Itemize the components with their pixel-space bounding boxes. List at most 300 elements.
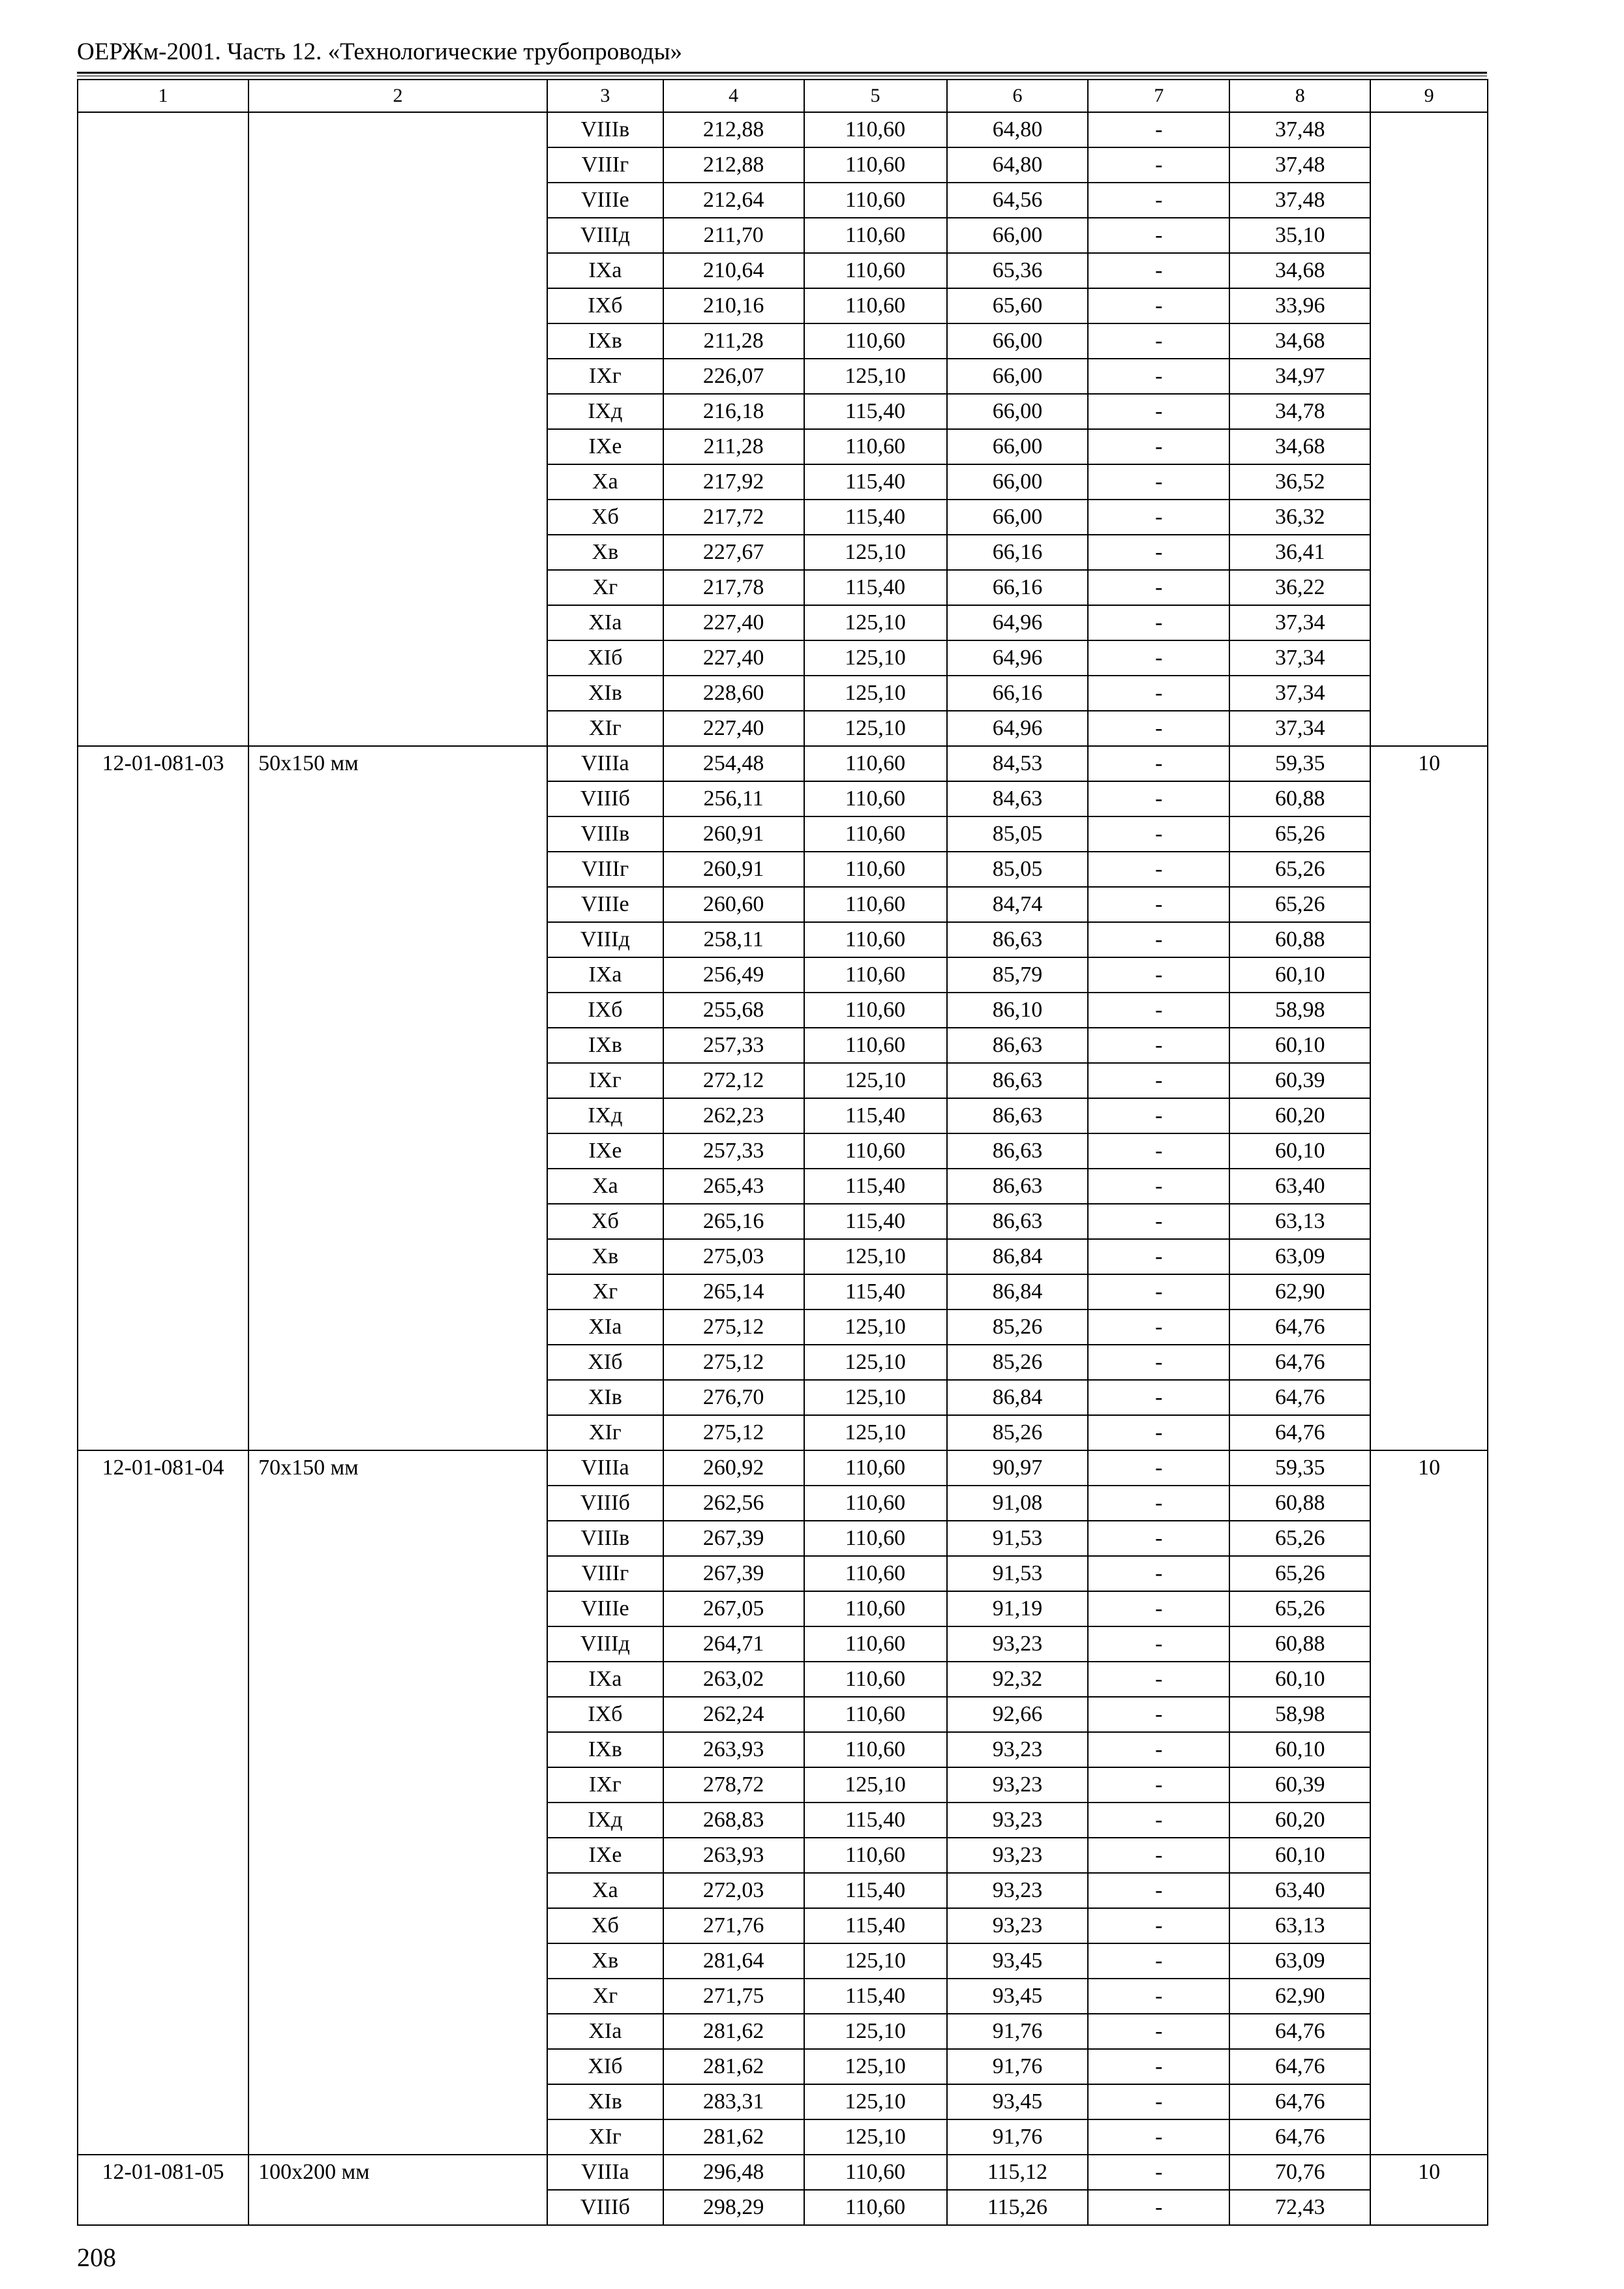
materials-cost-cell: 37,34 <box>1229 640 1370 676</box>
zone-cell: VIIIд <box>547 922 663 957</box>
materials-cost-cell: 34,78 <box>1229 394 1370 429</box>
wage-cell: - <box>1088 1732 1229 1767</box>
column-number-5: 5 <box>804 80 947 112</box>
wage-cell: - <box>1088 1556 1229 1591</box>
labor-cost-cell: 110,60 <box>804 1626 947 1662</box>
table-row <box>78 112 1488 147</box>
labor-cost-cell: 115,40 <box>804 1274 947 1309</box>
wage-cell: - <box>1088 500 1229 535</box>
materials-cost-cell: 65,26 <box>1229 1591 1370 1626</box>
materials-cost-cell: 34,68 <box>1229 253 1370 288</box>
total-cost-cell: 271,75 <box>663 1979 804 2014</box>
zone-cell: IXб <box>547 288 663 323</box>
materials-cost-cell: 64,76 <box>1229 1415 1370 1450</box>
rates-table <box>77 79 1488 2226</box>
zone-cell: VIIIе <box>547 887 663 922</box>
labor-cost-cell: 125,10 <box>804 1345 947 1380</box>
wage-cell: - <box>1088 1591 1229 1626</box>
machine-cost-cell: 66,00 <box>947 359 1089 394</box>
wage-cell: - <box>1088 640 1229 676</box>
item-description-cell: 70х150 мм <box>248 1450 547 2155</box>
machine-cost-cell: 93,23 <box>947 1908 1089 1943</box>
zone-cell: VIIIа <box>547 746 663 781</box>
materials-cost-cell: 65,26 <box>1229 852 1370 887</box>
materials-cost-cell: 60,39 <box>1229 1063 1370 1098</box>
wage-cell: - <box>1088 288 1229 323</box>
machine-cost-cell: 86,63 <box>947 1063 1089 1098</box>
machine-cost-cell: 91,53 <box>947 1556 1089 1591</box>
machine-cost-cell: 66,00 <box>947 500 1089 535</box>
machine-cost-cell: 92,66 <box>947 1697 1089 1732</box>
total-cost-cell: 254,48 <box>663 746 804 781</box>
wage-cell: - <box>1088 535 1229 570</box>
total-cost-cell: 226,07 <box>663 359 804 394</box>
labor-cost-cell: 115,40 <box>804 394 947 429</box>
zone-cell: IXд <box>547 1803 663 1838</box>
zone-cell: VIIIб <box>547 2190 663 2225</box>
materials-cost-cell: 72,43 <box>1229 2190 1370 2225</box>
materials-cost-cell: 37,34 <box>1229 605 1370 640</box>
table-row <box>78 746 1488 781</box>
total-cost-cell: 278,72 <box>663 1767 804 1803</box>
labor-cost-cell: 115,40 <box>804 1979 947 2014</box>
materials-cost-cell: 60,39 <box>1229 1767 1370 1803</box>
wage-cell: - <box>1088 1697 1229 1732</box>
machine-cost-cell: 66,00 <box>947 464 1089 500</box>
materials-cost-cell: 65,26 <box>1229 1521 1370 1556</box>
machine-cost-cell: 64,96 <box>947 605 1089 640</box>
labor-cost-cell: 125,10 <box>804 1063 947 1098</box>
labor-cost-cell: 110,60 <box>804 183 947 218</box>
total-cost-cell: 227,40 <box>663 640 804 676</box>
machine-cost-cell: 64,80 <box>947 147 1089 183</box>
zone-cell: VIIIг <box>547 852 663 887</box>
wage-cell: - <box>1088 1133 1229 1169</box>
zone-cell: XIб <box>547 640 663 676</box>
wage-cell: - <box>1088 887 1229 922</box>
zone-cell: VIIIб <box>547 781 663 816</box>
machine-cost-cell: 93,23 <box>947 1767 1089 1803</box>
labor-cost-cell: 110,60 <box>804 2190 947 2225</box>
column-number-2: 2 <box>248 80 547 112</box>
machine-cost-cell: 93,45 <box>947 2084 1089 2119</box>
wage-cell: - <box>1088 1662 1229 1697</box>
machine-cost-cell: 64,80 <box>947 112 1089 147</box>
column-number-row <box>78 80 1488 112</box>
wage-cell: - <box>1088 570 1229 605</box>
materials-cost-cell: 37,48 <box>1229 112 1370 147</box>
machine-cost-cell: 85,79 <box>947 957 1089 993</box>
materials-cost-cell: 65,26 <box>1229 816 1370 852</box>
labor-cost-cell: 110,60 <box>804 253 947 288</box>
wage-cell: - <box>1088 1838 1229 1873</box>
header-rule-thick <box>77 72 1487 74</box>
total-cost-cell: 212,88 <box>663 112 804 147</box>
machine-cost-cell: 86,63 <box>947 1028 1089 1063</box>
total-cost-cell: 211,28 <box>663 429 804 464</box>
total-cost-cell: 217,92 <box>663 464 804 500</box>
wage-cell: - <box>1088 1063 1229 1098</box>
total-cost-cell: 263,93 <box>663 1732 804 1767</box>
machine-cost-cell: 86,84 <box>947 1380 1089 1415</box>
zone-cell: IXб <box>547 1697 663 1732</box>
machine-cost-cell: 115,26 <box>947 2190 1089 2225</box>
table-body <box>78 112 1488 2225</box>
materials-cost-cell: 60,10 <box>1229 1133 1370 1169</box>
labor-cost-cell: 110,60 <box>804 816 947 852</box>
item-description-cell: 100х200 мм <box>248 2155 547 2225</box>
zone-cell: IXб <box>547 993 663 1028</box>
total-cost-cell: 255,68 <box>663 993 804 1028</box>
labor-cost-cell: 125,10 <box>804 535 947 570</box>
total-cost-cell: 262,23 <box>663 1098 804 1133</box>
materials-cost-cell: 63,13 <box>1229 1204 1370 1239</box>
wage-cell: - <box>1088 1415 1229 1450</box>
materials-cost-cell: 58,98 <box>1229 993 1370 1028</box>
wage-cell: - <box>1088 993 1229 1028</box>
materials-cost-cell: 60,10 <box>1229 1662 1370 1697</box>
machine-cost-cell: 84,74 <box>947 887 1089 922</box>
labor-cost-cell: 110,60 <box>804 781 947 816</box>
wage-cell: - <box>1088 1169 1229 1204</box>
materials-cost-cell: 64,76 <box>1229 1309 1370 1345</box>
total-cost-cell: 227,67 <box>663 535 804 570</box>
labor-cost-cell: 110,60 <box>804 1521 947 1556</box>
wage-cell: - <box>1088 1486 1229 1521</box>
wage-cell: - <box>1088 816 1229 852</box>
labor-cost-cell: 110,60 <box>804 1838 947 1873</box>
wage-cell: - <box>1088 112 1229 147</box>
machine-cost-cell: 64,96 <box>947 711 1089 746</box>
wage-cell: - <box>1088 922 1229 957</box>
machine-cost-cell: 66,16 <box>947 676 1089 711</box>
machine-cost-cell: 64,56 <box>947 183 1089 218</box>
materials-cost-cell: 37,48 <box>1229 147 1370 183</box>
labor-cost-cell: 110,60 <box>804 147 947 183</box>
column-number-3: 3 <box>547 80 663 112</box>
machine-cost-cell: 93,23 <box>947 1803 1089 1838</box>
total-cost-cell: 216,18 <box>663 394 804 429</box>
materials-cost-cell: 58,98 <box>1229 1697 1370 1732</box>
zone-cell: IXа <box>547 253 663 288</box>
total-cost-cell: 298,29 <box>663 2190 804 2225</box>
wage-cell: - <box>1088 323 1229 359</box>
machine-cost-cell: 85,05 <box>947 816 1089 852</box>
labor-cost-cell: 115,40 <box>804 1803 947 1838</box>
zone-cell: Xб <box>547 500 663 535</box>
materials-cost-cell: 65,26 <box>1229 887 1370 922</box>
zone-cell: XIв <box>547 1380 663 1415</box>
total-cost-cell: 281,62 <box>663 2119 804 2155</box>
total-cost-cell: 268,83 <box>663 1803 804 1838</box>
labor-cost-cell: 125,10 <box>804 640 947 676</box>
labor-cost-cell: 110,60 <box>804 887 947 922</box>
machine-cost-cell: 85,05 <box>947 852 1089 887</box>
wage-cell: - <box>1088 1028 1229 1063</box>
item-description-cell: 50х150 мм <box>248 746 547 1450</box>
total-cost-cell: 263,02 <box>663 1662 804 1697</box>
total-cost-cell: 258,11 <box>663 922 804 957</box>
labor-cost-cell: 110,60 <box>804 1662 947 1697</box>
machine-cost-cell: 86,63 <box>947 1204 1089 1239</box>
labor-cost-cell: 125,10 <box>804 1943 947 1979</box>
labor-cost-cell: 125,10 <box>804 1380 947 1415</box>
zone-cell: XIг <box>547 1415 663 1450</box>
zone-cell: VIIIд <box>547 218 663 253</box>
labor-cost-cell: 110,60 <box>804 1133 947 1169</box>
materials-cost-cell: 36,52 <box>1229 464 1370 500</box>
total-cost-cell: 263,93 <box>663 1838 804 1873</box>
zone-cell: Xв <box>547 1239 663 1274</box>
zone-cell: XIг <box>547 711 663 746</box>
materials-cost-cell: 62,90 <box>1229 1274 1370 1309</box>
wage-cell: - <box>1088 2119 1229 2155</box>
materials-cost-cell: 37,34 <box>1229 676 1370 711</box>
machine-cost-cell: 115,12 <box>947 2155 1089 2190</box>
total-cost-cell: 275,03 <box>663 1239 804 1274</box>
wage-cell: - <box>1088 1979 1229 2014</box>
zone-cell: Xг <box>547 570 663 605</box>
labor-cost-cell: 115,40 <box>804 1908 947 1943</box>
labor-cost-cell: 125,10 <box>804 2084 947 2119</box>
item-code-cell: 12-01-081-03 <box>78 746 248 1450</box>
wage-cell: - <box>1088 2049 1229 2084</box>
wage-cell: - <box>1088 605 1229 640</box>
column-number-6: 6 <box>947 80 1089 112</box>
materials-cost-cell: 35,10 <box>1229 218 1370 253</box>
labor-cost-cell: 110,60 <box>804 1486 947 1521</box>
labor-cost-cell: 110,60 <box>804 323 947 359</box>
page-header: ОЕРЖм-2001. Часть 12. «Технологические трубопроводы» <box>77 38 682 65</box>
wage-cell: - <box>1088 2155 1229 2190</box>
wage-cell: - <box>1088 1767 1229 1803</box>
total-cost-cell: 257,33 <box>663 1028 804 1063</box>
materials-cost-cell: 36,32 <box>1229 500 1370 535</box>
labor-cost-cell: 125,10 <box>804 1239 947 1274</box>
labor-cost-cell: 125,10 <box>804 359 947 394</box>
total-cost-cell: 260,91 <box>663 852 804 887</box>
column-number-4: 4 <box>663 80 804 112</box>
zone-cell: IXд <box>547 394 663 429</box>
machine-cost-cell: 90,97 <box>947 1450 1089 1486</box>
materials-cost-cell: 63,13 <box>1229 1908 1370 1943</box>
labor-cost-cell: 125,10 <box>804 2119 947 2155</box>
machine-cost-cell: 93,23 <box>947 1732 1089 1767</box>
machine-cost-cell: 93,45 <box>947 1979 1089 2014</box>
zone-cell: Xа <box>547 464 663 500</box>
materials-cost-cell: 36,41 <box>1229 535 1370 570</box>
item-code-cell: 12-01-081-05 <box>78 2155 248 2225</box>
machine-cost-cell: 91,76 <box>947 2049 1089 2084</box>
machine-cost-cell: 93,23 <box>947 1838 1089 1873</box>
zone-cell: XIа <box>547 2014 663 2049</box>
wage-cell: - <box>1088 253 1229 288</box>
zone-cell: IXв <box>547 1028 663 1063</box>
labor-cost-cell: 110,60 <box>804 746 947 781</box>
total-cost-cell: 217,78 <box>663 570 804 605</box>
zone-cell: Xг <box>547 1274 663 1309</box>
materials-cost-cell: 60,10 <box>1229 1028 1370 1063</box>
zone-cell: XIа <box>547 1309 663 1345</box>
labor-cost-cell: 110,60 <box>804 1591 947 1626</box>
zone-cell: IXв <box>547 323 663 359</box>
labor-cost-cell: 115,40 <box>804 1873 947 1908</box>
labor-cost-cell: 125,10 <box>804 605 947 640</box>
zone-cell: Xв <box>547 535 663 570</box>
item-description-cell <box>248 112 547 746</box>
machine-cost-cell: 92,32 <box>947 1662 1089 1697</box>
materials-cost-cell: 64,76 <box>1229 2049 1370 2084</box>
wage-cell: - <box>1088 147 1229 183</box>
labor-cost-cell: 115,40 <box>804 570 947 605</box>
zone-cell: Xа <box>547 1169 663 1204</box>
zone-cell: XIб <box>547 1345 663 1380</box>
machine-cost-cell: 84,53 <box>947 746 1089 781</box>
zone-cell: XIа <box>547 605 663 640</box>
total-cost-cell: 227,40 <box>663 605 804 640</box>
wage-cell: - <box>1088 2014 1229 2049</box>
zone-cell: VIIIе <box>547 183 663 218</box>
total-cost-cell: 260,92 <box>663 1450 804 1486</box>
total-cost-cell: 260,91 <box>663 816 804 852</box>
zone-cell: VIIIв <box>547 112 663 147</box>
labor-cost-cell: 115,40 <box>804 464 947 500</box>
total-cost-cell: 212,64 <box>663 183 804 218</box>
machine-cost-cell: 93,23 <box>947 1626 1089 1662</box>
wage-cell: - <box>1088 1239 1229 1274</box>
machine-cost-cell: 86,63 <box>947 1133 1089 1169</box>
machine-cost-cell: 86,84 <box>947 1274 1089 1309</box>
zone-cell: IXд <box>547 1098 663 1133</box>
materials-cost-cell: 64,76 <box>1229 1380 1370 1415</box>
machine-cost-cell: 66,00 <box>947 429 1089 464</box>
zone-cell: IXе <box>547 1838 663 1873</box>
labor-cost-cell: 115,40 <box>804 1169 947 1204</box>
machine-cost-cell: 86,63 <box>947 1098 1089 1133</box>
machine-cost-cell: 86,84 <box>947 1239 1089 1274</box>
materials-cost-cell: 64,76 <box>1229 2014 1370 2049</box>
wage-cell: - <box>1088 1521 1229 1556</box>
wage-cell: - <box>1088 2190 1229 2225</box>
zone-cell: IXг <box>547 1063 663 1098</box>
materials-cost-cell: 63,40 <box>1229 1873 1370 1908</box>
wage-cell: - <box>1088 852 1229 887</box>
wage-cell: - <box>1088 1908 1229 1943</box>
machine-cost-cell: 93,45 <box>947 1943 1089 1979</box>
materials-cost-cell: 60,10 <box>1229 957 1370 993</box>
total-cost-cell: 256,49 <box>663 957 804 993</box>
wage-cell: - <box>1088 1274 1229 1309</box>
materials-cost-cell: 60,10 <box>1229 1838 1370 1873</box>
machine-cost-cell: 85,26 <box>947 1345 1089 1380</box>
materials-cost-cell: 33,96 <box>1229 288 1370 323</box>
quantity-cell: 10 <box>1370 746 1488 1450</box>
total-cost-cell: 217,72 <box>663 500 804 535</box>
total-cost-cell: 264,71 <box>663 1626 804 1662</box>
labor-cost-cell: 110,60 <box>804 1450 947 1486</box>
item-code-cell: 12-01-081-04 <box>78 1450 248 2155</box>
wage-cell: - <box>1088 359 1229 394</box>
wage-cell: - <box>1088 1873 1229 1908</box>
total-cost-cell: 211,70 <box>663 218 804 253</box>
total-cost-cell: 281,62 <box>663 2014 804 2049</box>
zone-cell: IXе <box>547 429 663 464</box>
zone-cell: VIIIб <box>547 1486 663 1521</box>
page-number: 208 <box>77 2243 116 2272</box>
materials-cost-cell: 60,88 <box>1229 1626 1370 1662</box>
item-code-cell <box>78 112 248 746</box>
zone-cell: IXа <box>547 1662 663 1697</box>
wage-cell: - <box>1088 1943 1229 1979</box>
zone-cell: XIг <box>547 2119 663 2155</box>
machine-cost-cell: 86,63 <box>947 922 1089 957</box>
total-cost-cell: 227,40 <box>663 711 804 746</box>
labor-cost-cell: 110,60 <box>804 957 947 993</box>
total-cost-cell: 257,33 <box>663 1133 804 1169</box>
zone-cell: IXе <box>547 1133 663 1169</box>
materials-cost-cell: 63,09 <box>1229 1943 1370 1979</box>
machine-cost-cell: 91,19 <box>947 1591 1089 1626</box>
labor-cost-cell: 110,60 <box>804 1556 947 1591</box>
wage-cell: - <box>1088 1204 1229 1239</box>
materials-cost-cell: 65,26 <box>1229 1556 1370 1591</box>
materials-cost-cell: 60,88 <box>1229 1486 1370 1521</box>
total-cost-cell: 283,31 <box>663 2084 804 2119</box>
wage-cell: - <box>1088 781 1229 816</box>
materials-cost-cell: 37,34 <box>1229 711 1370 746</box>
wage-cell: - <box>1088 957 1229 993</box>
wage-cell: - <box>1088 676 1229 711</box>
machine-cost-cell: 66,16 <box>947 570 1089 605</box>
machine-cost-cell: 86,10 <box>947 993 1089 1028</box>
labor-cost-cell: 110,60 <box>804 922 947 957</box>
materials-cost-cell: 34,68 <box>1229 429 1370 464</box>
materials-cost-cell: 34,97 <box>1229 359 1370 394</box>
zone-cell: IXг <box>547 1767 663 1803</box>
total-cost-cell: 262,56 <box>663 1486 804 1521</box>
wage-cell: - <box>1088 394 1229 429</box>
total-cost-cell: 272,12 <box>663 1063 804 1098</box>
total-cost-cell: 265,43 <box>663 1169 804 1204</box>
machine-cost-cell: 66,00 <box>947 218 1089 253</box>
total-cost-cell: 267,05 <box>663 1591 804 1626</box>
materials-cost-cell: 37,48 <box>1229 183 1370 218</box>
materials-cost-cell: 34,68 <box>1229 323 1370 359</box>
zone-cell: VIIIд <box>547 1626 663 1662</box>
labor-cost-cell: 125,10 <box>804 711 947 746</box>
labor-cost-cell: 115,40 <box>804 1098 947 1133</box>
zone-cell: VIIIг <box>547 1556 663 1591</box>
materials-cost-cell: 60,20 <box>1229 1803 1370 1838</box>
labor-cost-cell: 110,60 <box>804 1732 947 1767</box>
column-number-8: 8 <box>1229 80 1370 112</box>
total-cost-cell: 267,39 <box>663 1556 804 1591</box>
quantity-cell: 10 <box>1370 2155 1488 2225</box>
zone-cell: IXа <box>547 957 663 993</box>
column-number-header <box>78 80 1488 112</box>
total-cost-cell: 212,88 <box>663 147 804 183</box>
machine-cost-cell: 66,00 <box>947 394 1089 429</box>
total-cost-cell: 281,64 <box>663 1943 804 1979</box>
machine-cost-cell: 66,00 <box>947 323 1089 359</box>
zone-cell: IXг <box>547 359 663 394</box>
machine-cost-cell: 66,16 <box>947 535 1089 570</box>
machine-cost-cell: 91,76 <box>947 2014 1089 2049</box>
labor-cost-cell: 110,60 <box>804 218 947 253</box>
total-cost-cell: 260,60 <box>663 887 804 922</box>
labor-cost-cell: 115,40 <box>804 500 947 535</box>
materials-cost-cell: 62,90 <box>1229 1979 1370 2014</box>
